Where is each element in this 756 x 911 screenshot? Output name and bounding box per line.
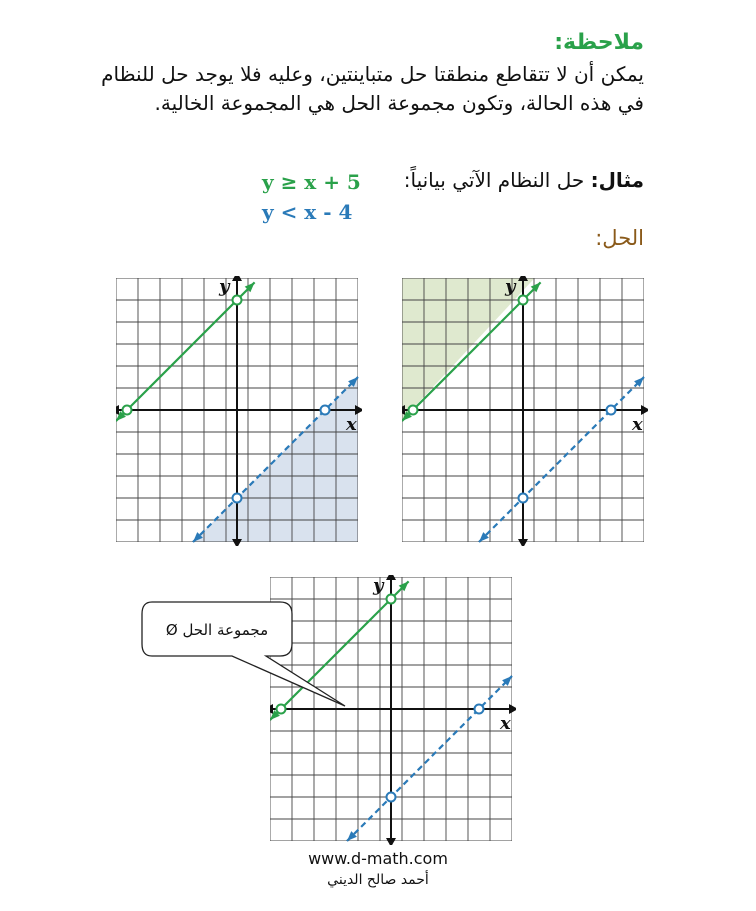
point-0-5 [233, 296, 242, 305]
point-0-neg4 [387, 793, 396, 802]
inequality-1: y ≥ x + 5 [262, 170, 361, 194]
x-axis-label: x [632, 414, 643, 435]
line-y-equals-x-minus-4 [347, 676, 512, 841]
x-axis-arrow-left [402, 405, 405, 415]
footer-url: www.d-math.com [308, 849, 448, 868]
example-line [404, 168, 644, 192]
y-axis-label: y [505, 276, 516, 297]
y-axis-arrow-down [518, 539, 528, 546]
note-title: ملاحظة: [554, 30, 644, 55]
example-label: مثال: [590, 168, 644, 192]
callout-shape [142, 602, 345, 706]
y-axis-label: y [219, 276, 230, 297]
graph-green-region [402, 276, 648, 546]
shaded-region-blue [184, 366, 362, 546]
callout-bubble [140, 598, 360, 708]
y-axis-arrow-up [386, 575, 396, 580]
solution-label: الحل: [595, 226, 644, 250]
callout-text: مجموعة الحل Ø [165, 621, 269, 639]
y-axis-arrow-up [518, 276, 528, 281]
point-0-5 [519, 296, 528, 305]
point-4-0 [321, 406, 330, 415]
inequality-2: y < x - 4 [262, 200, 353, 224]
point-neg5-0 [409, 406, 418, 415]
point-0-neg4 [519, 494, 528, 503]
example-text: حل النظام الآتي بيانياً: [403, 168, 585, 192]
x-axis-arrow-left [116, 405, 119, 415]
footer-author: أحمد صالح الديني [327, 872, 429, 888]
graph-blue-region [116, 276, 362, 546]
x-axis-label: x [500, 713, 511, 734]
y-axis-label: y [373, 575, 384, 596]
point-4-0 [607, 406, 616, 415]
note-body: يمكن أن لا تتقاطع منطقتا حل متباينتين، وعليه فلا يوجد حل للنظام في هذه الحالة، وتكون مجموعة الحل هي المجموعة الخالية. [101, 62, 644, 115]
point-neg5-0 [123, 406, 132, 415]
point-0-5 [387, 595, 396, 604]
y-axis-arrow-up [232, 276, 242, 281]
line-y-equals-x-minus-4 [479, 377, 644, 542]
x-axis-label: x [346, 414, 357, 435]
y-axis-arrow-down [386, 838, 396, 845]
y-axis-arrow-down [232, 539, 242, 546]
point-4-0 [475, 705, 484, 714]
point-0-neg4 [233, 494, 242, 503]
